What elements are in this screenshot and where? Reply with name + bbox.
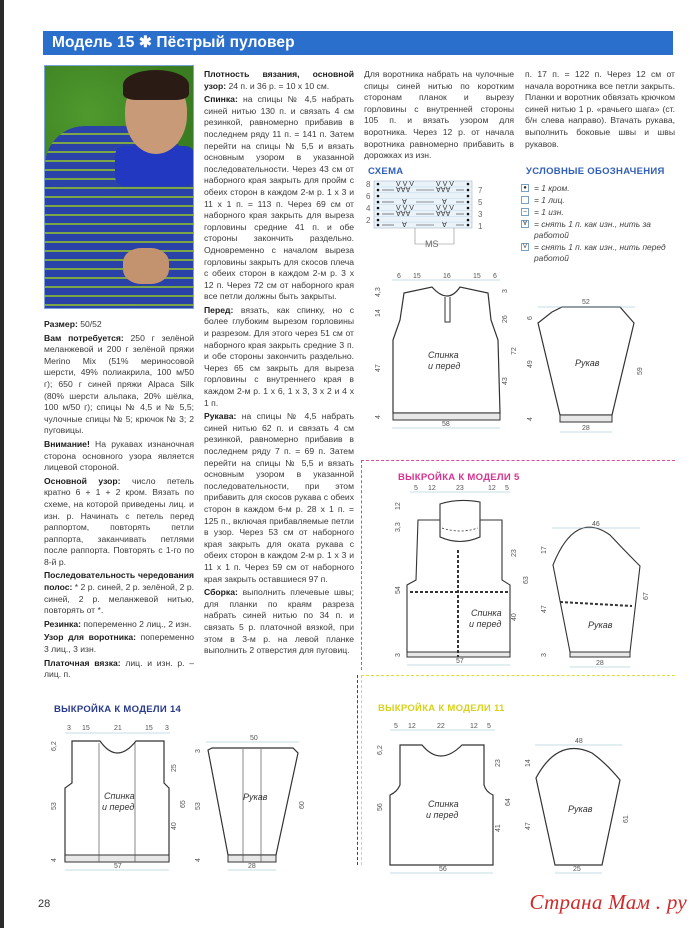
instruction-paragraph: [44, 439, 194, 474]
instruction-label: Резинка:: [44, 618, 81, 629]
instruction-text: попеременно 2 лиц., 2 изн.: [81, 618, 192, 629]
svg-text:25: 25: [573, 866, 581, 873]
legend-item: V = снять 1 п. как изн., нить перед работой: [522, 242, 666, 263]
instruction-label: Плотность вязания, основной узор:: [204, 69, 354, 91]
finishing-instructions: п. 17 п. = 122 п. Через 12 см от начала воротника все петли закрыть. Планки и воротник обвязать крючком синей нитью 1 р. «рачьего шага» (ст. б/н слева направо). Втачать рукава, выполнить боковые швы и швы рукавов.: [525, 69, 675, 149]
instruction-paragraph: [44, 619, 194, 631]
svg-text:и перед: и перед: [102, 802, 135, 812]
slip-back-icon: ∀: [522, 220, 528, 227]
svg-text:47: 47: [541, 605, 548, 613]
svg-text:43: 43: [502, 377, 509, 385]
svg-text:60: 60: [299, 801, 306, 809]
svg-text:23: 23: [495, 759, 502, 767]
svg-text:5: 5: [414, 485, 418, 492]
pattern-model-11: [370, 715, 680, 875]
svg-text:21: 21: [114, 725, 122, 732]
svg-text:15: 15: [145, 725, 153, 732]
legend-item: = 1 лиц.: [521, 195, 681, 206]
svg-text:Спинка: Спинка: [428, 799, 459, 809]
instruction-text: На рукавах изнаночная сторона основного узора является лицевой стороной.: [44, 438, 194, 473]
svg-text:и перед: и перед: [426, 810, 459, 820]
page-title: Модель 15 ✱ Пёстрый пуловер: [43, 31, 673, 55]
legend: [521, 183, 681, 265]
svg-text:56: 56: [439, 866, 447, 873]
svg-text:16: 16: [443, 273, 451, 280]
instruction-label: Платочная вязка:: [44, 657, 121, 668]
knit-stitch-icon: [521, 196, 529, 204]
svg-text:12: 12: [470, 723, 478, 730]
instruction-paragraph: [44, 476, 194, 569]
instruction-text: лиц. и изн. р. – лиц. п.: [44, 657, 194, 680]
svg-text:∀: ∀: [442, 222, 447, 229]
svg-text:6,2: 6,2: [51, 741, 58, 751]
svg-text:61: 61: [623, 815, 630, 823]
row-label: 7: [478, 186, 483, 195]
purl-stitch-icon: –: [521, 208, 529, 216]
svg-text:4: 4: [195, 858, 202, 862]
instruction-paragraph: [44, 319, 194, 331]
legend-item: ∀ = снять 1 п. как изн., нить за работой: [522, 219, 651, 240]
svg-text:40: 40: [511, 613, 518, 621]
svg-text:Спинка: Спинка: [428, 350, 459, 360]
svg-text:12: 12: [408, 723, 416, 730]
svg-text:25: 25: [171, 764, 178, 772]
row-label: 4: [366, 204, 371, 213]
svg-text:40: 40: [171, 822, 178, 830]
svg-text:∀: ∀: [402, 222, 407, 229]
svg-text:и перед: и перед: [469, 619, 502, 629]
svg-text:3: 3: [541, 653, 548, 657]
svg-text:58: 58: [442, 421, 450, 428]
instruction-text: попеременно 3 лиц., 3 изн.: [44, 632, 194, 655]
site-watermark: Страна Мам . ру: [529, 890, 687, 914]
svg-text:67: 67: [643, 592, 650, 600]
svg-text:17: 17: [541, 546, 548, 554]
model-photo: [44, 65, 194, 309]
svg-text:Спинка: Спинка: [471, 608, 502, 618]
svg-text:∀: ∀: [402, 199, 407, 206]
instruction-paragraph: [44, 632, 194, 655]
hands-shape: [123, 248, 169, 284]
svg-text:72: 72: [511, 347, 518, 355]
instruction-label: Размер:: [44, 319, 78, 329]
pattern-14-title: ВЫКРОЙКА К МОДЕЛИ 14: [54, 704, 182, 715]
svg-text:65: 65: [180, 800, 187, 808]
svg-text:12: 12: [428, 485, 436, 492]
svg-text:∀: ∀: [442, 199, 447, 206]
instruction-text: 50/52: [77, 319, 102, 329]
instruction-label: Сборка:: [204, 587, 238, 598]
instruction-label: Основной узор:: [44, 475, 121, 486]
svg-text:Спинка: Спинка: [104, 791, 135, 801]
svg-text:56: 56: [377, 803, 384, 811]
svg-text:V V V: V V V: [436, 205, 454, 212]
svg-text:Рукав: Рукав: [243, 792, 268, 802]
svg-text:Рукав: Рукав: [588, 620, 613, 630]
svg-text:26: 26: [502, 315, 509, 323]
instruction-paragraph: [204, 411, 354, 585]
svg-text:15: 15: [82, 725, 90, 732]
instruction-label: Перед:: [204, 304, 234, 315]
text-column-3: [364, 69, 514, 164]
instruction-label: Последовательность чередования полос:: [44, 570, 194, 593]
svg-text:48: 48: [575, 738, 583, 745]
svg-text:14: 14: [525, 759, 532, 767]
row-label: 2: [366, 216, 371, 225]
svg-text:22: 22: [437, 723, 445, 730]
legend-title: УСЛОВНЫЕ ОБОЗНАЧЕНИЯ: [526, 166, 665, 177]
instruction-paragraph: [204, 69, 354, 92]
svg-text:57: 57: [114, 863, 122, 870]
row-label: 6: [366, 192, 371, 201]
svg-text:5: 5: [487, 723, 491, 730]
svg-text:3: 3: [165, 725, 169, 732]
svg-text:47: 47: [525, 822, 532, 830]
svg-text:15: 15: [473, 273, 481, 280]
svg-text:12: 12: [488, 485, 496, 492]
pattern-model-14: [40, 715, 360, 875]
svg-text:4: 4: [51, 858, 58, 862]
svg-text:V V V: V V V: [396, 181, 414, 188]
svg-text:59: 59: [637, 367, 644, 375]
svg-text:6: 6: [527, 316, 534, 320]
row-label: 5: [478, 198, 483, 207]
svg-text:3: 3: [195, 749, 202, 753]
pattern-model-15: [370, 265, 690, 435]
svg-text:5: 5: [505, 485, 509, 492]
text-column-2: [204, 69, 354, 659]
svg-text:4,3: 4,3: [375, 287, 382, 297]
svg-text:3: 3: [67, 725, 71, 732]
svg-text:14: 14: [375, 309, 382, 317]
svg-text:6: 6: [493, 273, 497, 280]
row-label: 1: [478, 222, 483, 231]
instruction-label: Узор для воротника:: [44, 632, 136, 643]
svg-text:6: 6: [397, 273, 401, 280]
svg-text:V V V: V V V: [396, 205, 414, 212]
instruction-paragraph: [44, 658, 194, 681]
repeat-label: MS: [425, 239, 439, 249]
instruction-paragraph: [204, 587, 354, 657]
instruction-label: Рукава:: [204, 411, 237, 422]
svg-text:5: 5: [394, 723, 398, 730]
svg-text:47: 47: [375, 364, 382, 372]
svg-text:∀∀∀: ∀∀∀: [436, 187, 451, 194]
row-label: 8: [366, 180, 371, 189]
svg-text:3: 3: [502, 289, 509, 293]
instruction-text: 250 г зелёной меланжевой и 200 г зелёной пряжи Merino Mix (51% мериносовой шерсти, 49% полиакрила, 100 м/50 г); 650 г синей пряжи Alpaca Silk (80% шерсти альпака, 20% шёлка, 100 м/50 г); спицы № 4,5 и № 5,5; чулочные спицы № 5; крючок № 3; 2 пуговицы.: [44, 332, 195, 436]
legend-item: – = 1 изн.: [521, 207, 681, 218]
instruction-text: выполнить плечевые швы; для планки по краям разреза набрать синей нитью по 34 п. и связать 5 р. платочной вязкой, при этом в 3-м р. на левой планке выполнить 2 отверстия для пуговиц.: [204, 587, 354, 656]
svg-text:46: 46: [592, 521, 600, 528]
svg-text:57: 57: [456, 658, 464, 665]
svg-text:6,2: 6,2: [377, 745, 384, 755]
svg-text:53: 53: [195, 802, 202, 810]
column-divider: [357, 675, 358, 865]
instruction-label: Внимание!: [44, 438, 90, 449]
slip-front-icon: V: [522, 243, 527, 250]
svg-text:23: 23: [456, 485, 464, 492]
scheme-title: СХЕМА: [368, 166, 404, 177]
svg-text:12: 12: [395, 502, 402, 510]
svg-text:28: 28: [248, 863, 256, 870]
instruction-text: на спицы № 4,5 набрать синей нитью 62 п. и связать 4 см резинкой, равномерно прибавив в последнем ряду 7 п. = 69 п. Затем перейти на спицы № 5,5 и вязать основным узором в указанной последовательности, при этом прибавить для скосов рукава с обеих сторон в каждом 6-м р. 28 х 1 п. = 125 п., включая прибавляемые петли в узор. Через 53 см от наборного края закрыть для оката рукава с обеих сторон в каждом 2-м р. 1 х 3 и 11 х 1 п. Через 59 см от наборного края закрыть оставшиеся 97 п.: [204, 411, 354, 584]
svg-text:Рукав: Рукав: [568, 804, 593, 814]
svg-text:49: 49: [527, 360, 534, 368]
svg-text:53: 53: [51, 802, 58, 810]
page-number: 28: [38, 898, 51, 910]
svg-text:54: 54: [395, 586, 402, 594]
svg-text:63: 63: [523, 576, 530, 584]
instruction-label: Вам потребуется:: [44, 332, 124, 343]
text-column-1: [44, 319, 194, 683]
instruction-paragraph: [204, 305, 354, 409]
svg-text:∀∀∀: ∀∀∀: [396, 187, 411, 194]
svg-text:3: 3: [395, 653, 402, 657]
svg-text:41: 41: [495, 824, 502, 832]
hair-shape: [123, 70, 189, 100]
svg-text:64: 64: [505, 798, 512, 806]
row-label: 3: [478, 210, 483, 219]
svg-text:23: 23: [511, 549, 518, 557]
instruction-text: на спицы № 4,5 набрать синей нитью 130 п. и связать 4 см резинкой, равномерно прибавив в последнем ряду 11 п. = 141 п. Затем перейти на спицы № 5,5 и вязать основным узором в указанной последовательности. Через 43 см от наборного края закрыть для пройм с обеих сторон в каждом 2-м р. 1 х 3 и 11 х 1 п. = 113 п. Через 69 см от наборного края закрыть для выреза горловины средние 41 п. и обе стороны закончить раздельно. Одновременно с началом выреза горловины закрыть для скосов плеча с обеих сторон в каждом 2-м р. 3 х 12 п. Через 72 см от наборного края все петли должны быть закрыты.: [204, 94, 354, 302]
edge-stitch-icon: ●: [521, 184, 529, 192]
instruction-text: 24 п. и 36 р. = 10 х 10 см.: [226, 80, 330, 91]
legend-item: ● = 1 кром.: [521, 183, 681, 194]
instruction-paragraph: [44, 333, 194, 437]
svg-text:и перед: и перед: [428, 361, 461, 371]
svg-text:4: 4: [527, 417, 534, 421]
instruction-text: число петель кратно 6 + 1 + 2 кром. Вязать по схеме, на которой приведены лиц. и изн. р. Начинать с петель перед раппортом, повторять петли раппорта, заканчивать петлями после раппорта. Повторять с 1-го по 8-й р.: [44, 475, 194, 567]
svg-text:4: 4: [375, 415, 382, 419]
instruction-paragraph: [44, 570, 194, 616]
pattern-model-5: [370, 480, 690, 667]
text-column-4: [525, 69, 675, 152]
pattern-5-title: ВЫКРОЙКА К МОДЕЛИ 5: [398, 472, 520, 483]
svg-text:28: 28: [596, 660, 604, 667]
svg-text:15: 15: [413, 273, 421, 280]
pattern-11-title: ВЫКРОЙКА К МОДЕЛИ 11: [378, 703, 505, 714]
collar-instructions: Для воротника набрать на чулочные спицы синей нитью по коротким сторонам планок и вырезу горловины с внутренней стороны 105 п. и вязать узором для воротника. Через 12 р. от начала воротника равномерно прибавить в дорожках из изн.: [364, 69, 514, 161]
svg-text:52: 52: [582, 299, 590, 306]
svg-text:28: 28: [582, 425, 590, 432]
svg-text:V V V: V V V: [436, 181, 454, 188]
instruction-paragraph: [204, 94, 354, 303]
svg-text:∀∀∀: ∀∀∀: [396, 211, 411, 218]
svg-text:Рукав: Рукав: [575, 358, 600, 368]
instruction-label: Спинка:: [204, 94, 238, 105]
instruction-text: вязать, как спинку, но с более глубоким вырезом горловины и разрезом. Для этого через 51 см от наборного края закрыть средние 3 п. и обе стороны закончить раздельно. Через 65 см закрыть для выреза горловины с внутреннего края в каждом 2-м р. 1 х 6, 1 х 3, 3 х 2 и 4 х 1 п.: [204, 304, 354, 408]
page-edge: [0, 0, 4, 928]
svg-text:50: 50: [250, 735, 258, 742]
svg-text:3,3: 3,3: [395, 522, 402, 532]
instruction-text: * 2 р. синей, 2 р. зелёной, 2 р. синей, 2 р. меланжевой нитью, повторять от *.: [44, 582, 194, 616]
svg-text:∀∀∀: ∀∀∀: [436, 211, 451, 218]
